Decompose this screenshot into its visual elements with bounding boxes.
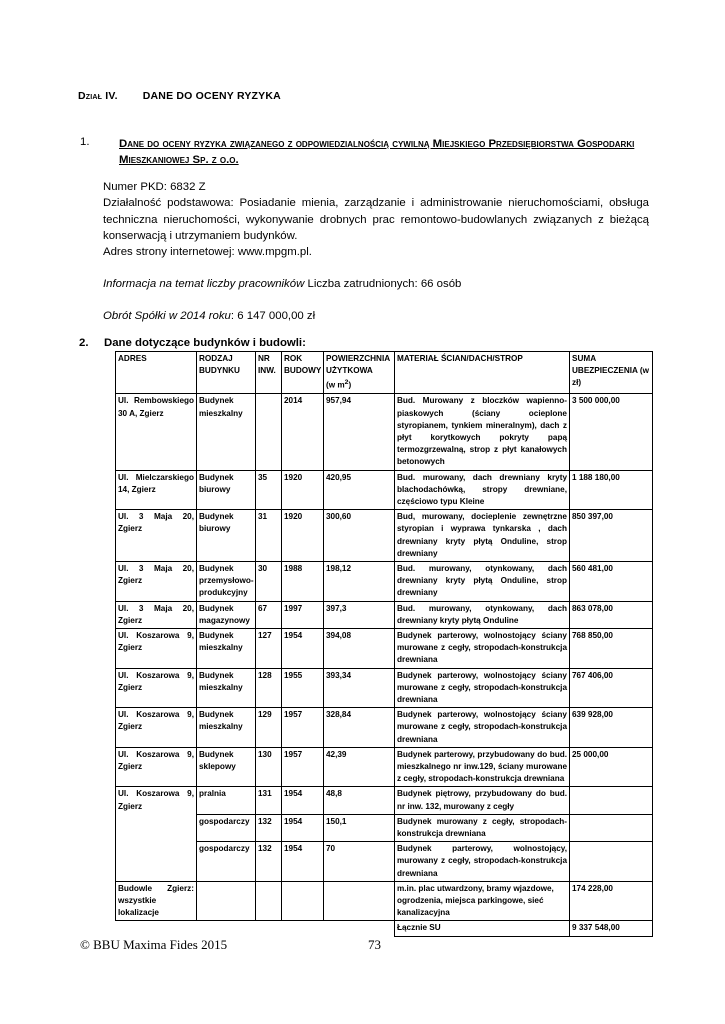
cell-area	[324, 881, 395, 921]
cell-address: Ul. Koszarowa 9, Zgierz	[116, 747, 197, 787]
cell-type: Budynek sklepowy	[197, 747, 256, 787]
table-row	[116, 394, 653, 470]
cell-area: 198,12	[324, 561, 395, 601]
cell-type: gospodarczy	[197, 814, 256, 841]
cell-address: Ul. Rembowskiego 30 A, Zgierz	[116, 394, 197, 470]
table-row	[116, 814, 653, 841]
cell-year: 2014	[282, 394, 324, 470]
page-number: 73	[368, 937, 381, 952]
cell-inventory-no: 131	[256, 787, 282, 814]
cell-address: Ul. Mielczarskiego 14, Zgierz	[116, 470, 197, 510]
cell-insured-sum: 1 188 180,00	[570, 470, 653, 510]
cell-inventory-no: 129	[256, 708, 282, 748]
cell-address: Ul. Koszarowa 9, Zgierz	[116, 629, 197, 669]
cell-type	[197, 881, 256, 921]
cell-inventory-no	[256, 881, 282, 921]
cell-type: Budynek mieszkalny	[197, 668, 256, 708]
header-insured-sum: SUMA UBEZPIECZENIA (w zł)	[570, 352, 653, 394]
blank-cell	[116, 921, 395, 936]
cell-inventory-no: 128	[256, 668, 282, 708]
cell-insured-sum	[570, 787, 653, 814]
cell-area: 150,1	[324, 814, 395, 841]
cell-material: Budynek parterowy, wolnostojący ściany murowane z cegły, stropodach-konstrukcja drewniana	[395, 708, 570, 748]
cell-area: 70	[324, 842, 395, 882]
cell-area: 397,3	[324, 601, 395, 628]
table-row	[116, 787, 653, 814]
cell-insured-sum: 560 481,00	[570, 561, 653, 601]
cell-area: 300,60	[324, 510, 395, 562]
buildings-table	[115, 351, 653, 937]
cell-area: 48,8	[324, 787, 395, 814]
total-label: Łącznie SU	[395, 921, 570, 936]
cell-address: Ul. 3 Maja 20, Zgierz	[116, 510, 197, 562]
cell-area: 394,08	[324, 629, 395, 669]
table-row	[116, 629, 653, 669]
cell-material: Bud. murowany, dach drewniany kryty blachodachówką, stropy drewniane, częściowo typu Kleine	[395, 470, 570, 510]
cell-year: 1954	[282, 814, 324, 841]
cell-type: gospodarczy	[197, 842, 256, 882]
section-1-title: Dane do oceny ryzyka związanego z odpowiedzialnością cywilną Miejskiego Przedsiębiorstwa Gospodarki Mieszkaniowej Sp. z o.o.	[119, 138, 635, 166]
footer-copyright: © BBU Maxima Fides 2015	[80, 937, 228, 952]
table-row	[116, 601, 653, 628]
cell-area: 420,95	[324, 470, 395, 510]
employees-label: Informacja na temat liczby pracowników	[103, 278, 305, 290]
cell-year: 1957	[282, 747, 324, 787]
cell-inventory-no: 127	[256, 629, 282, 669]
cell-year: 1954	[282, 629, 324, 669]
cell-insured-sum	[570, 814, 653, 841]
cell-address: Ul. Koszarowa 9, Zgierz	[116, 787, 197, 881]
cell-year	[282, 881, 324, 921]
table-header-row	[116, 352, 653, 394]
cell-type: pralnia	[197, 787, 256, 814]
header-area: POWIERZCHNIA UŻYTKOWA (w $m^2$)	[324, 352, 395, 394]
employees-info	[103, 276, 649, 293]
cell-year: 1997	[282, 601, 324, 628]
cell-type: Budynek przemysłowo-produkcyjny	[197, 561, 256, 601]
table-row	[116, 881, 653, 921]
cell-area: 957,94	[324, 394, 395, 470]
cell-insured-sum: 768 850,00	[570, 629, 653, 669]
header-inventory-no: NR INW.	[256, 352, 282, 394]
total-row	[116, 921, 653, 936]
section-2-title: Dane dotyczące budynków i budowli:	[104, 337, 306, 349]
cell-inventory-no: 31	[256, 510, 282, 562]
cell-type: Budynek biurowy	[197, 470, 256, 510]
cell-material: Bud. Murowany z bloczków wapienno-piaskowych (ściany ocieplone styropianem, tynkiem mineralnym), dach z płyt korytkowych pokryty papą termozgrzewalną, strop z płyt kanałowych betonowych	[395, 394, 570, 470]
cell-insured-sum	[570, 842, 653, 882]
cell-insured-sum: 3 500 000,00	[570, 394, 653, 470]
cell-material: Bud. murowany, otynkowany, dach drewniany kryty płytą Onduline	[395, 601, 570, 628]
website: Adres strony internetowej: www.mpgm.pl.	[103, 246, 312, 258]
cell-type: Budynek mieszkalny	[197, 708, 256, 748]
cell-type: Budynek magazynowy	[197, 601, 256, 628]
cell-insured-sum: 767 406,00	[570, 668, 653, 708]
cell-area: 328,84	[324, 708, 395, 748]
revenue-value: : 6 147 000,00 zł	[230, 310, 316, 322]
section-heading	[78, 90, 281, 102]
revenue-info	[103, 308, 649, 325]
cell-address: Ul. 3 Maja 20, Zgierz	[116, 561, 197, 601]
section-1-number: 1.	[80, 136, 90, 148]
cell-material: Budynek parterowy, wolnostojący ściany murowane z cegły, stropodach-konstrukcja drewniana	[395, 629, 570, 669]
cell-year: 1920	[282, 510, 324, 562]
cell-year: 1988	[282, 561, 324, 601]
table-row	[116, 561, 653, 601]
cell-insured-sum: 863 078,00	[570, 601, 653, 628]
cell-year: 1920	[282, 470, 324, 510]
cell-type: Budynek mieszkalny	[197, 394, 256, 470]
cell-insured-sum: 25 000,00	[570, 747, 653, 787]
cell-material: m.in. plac utwardzony, bramy wjazdowe, ogrodzenia, miejsca parkingowe, sieć kanalizacyjna	[395, 881, 570, 921]
section-2-number: 2.	[79, 337, 89, 349]
cell-address: Ul. Koszarowa 9, Zgierz	[116, 668, 197, 708]
total-value: 9 337 548,00	[570, 921, 653, 936]
cell-insured-sum: 174 228,00	[570, 881, 653, 921]
cell-material: Bud. murowany, otynkowany, dach drewniany kryty płytą Onduline, strop drewniany	[395, 561, 570, 601]
revenue-label: Obrót Spółki w 2014 roku	[103, 310, 231, 322]
part-title: DANE DO OCENY RYZYKA	[142, 90, 281, 102]
cell-material: Budynek piętrowy, przybudowany do bud. nr inw. 132, murowany z cegły	[395, 787, 570, 814]
table-row	[116, 470, 653, 510]
cell-inventory-no: 132	[256, 842, 282, 882]
employees-value: Liczba zatrudnionych: 66 osób	[304, 278, 462, 290]
cell-inventory-no: 132	[256, 814, 282, 841]
table-row	[116, 510, 653, 562]
cell-material: Budynek parterowy, przybudowany do bud. mieszkalnego nr inw.129, ściany murowane z cegły, stropodach-konstrukcja drewniana	[395, 747, 570, 787]
cell-inventory-no: 130	[256, 747, 282, 787]
table-row	[116, 668, 653, 708]
cell-year: 1955	[282, 668, 324, 708]
part-label: Dział IV.	[78, 90, 118, 102]
cell-type: Budynek biurowy	[197, 510, 256, 562]
cell-area: 42,39	[324, 747, 395, 787]
header-material: MATERIAŁ ŚCIAN/DACH/STROP	[395, 352, 570, 394]
cell-inventory-no: 67	[256, 601, 282, 628]
cell-address: Budowle Zgierz: wszystkie lokalizacje	[116, 881, 197, 921]
cell-year: 1957	[282, 708, 324, 748]
cell-insured-sum: 639 928,00	[570, 708, 653, 748]
cell-inventory-no	[256, 394, 282, 470]
cell-insured-sum: 850 397,00	[570, 510, 653, 562]
pkd-number: Numer PKD: 6832 Z	[103, 181, 206, 193]
cell-address: Ul. 3 Maja 20, Zgierz	[116, 601, 197, 628]
core-activity: Działalność podstawowa: Posiadanie mienia, zarządzanie i administrowanie nieruchomościami, obsługa techniczna nieruchomości, wykonywanie drobnych prac remontowo-budowlanych związanych z bieżącą konserwacją i utrzymaniem budynków.	[103, 197, 649, 242]
cell-material: Budynek murowany z cegły, stropodach-konstrukcja drewniana	[395, 814, 570, 841]
cell-material: Bud, murowany, docieplenie zewnętrzne styropian i wyprawa tynkarska , dach drewniany kryty płytą Onduline, strop drewniany	[395, 510, 570, 562]
cell-year: 1954	[282, 842, 324, 882]
table-row	[116, 708, 653, 748]
cell-address: Ul. Koszarowa 9, Zgierz	[116, 708, 197, 748]
cell-inventory-no: 35	[256, 470, 282, 510]
header-address: ADRES	[116, 352, 197, 394]
table-row	[116, 842, 653, 882]
cell-year: 1954	[282, 787, 324, 814]
header-year: ROK BUDOWY	[282, 352, 324, 394]
cell-area: 393,34	[324, 668, 395, 708]
table-row	[116, 747, 653, 787]
cell-material: Budynek parterowy, wolnostojący, murowany z cegły, stropodach-konstrukcja drewniana	[395, 842, 570, 882]
cell-material: Budynek parterowy, wolnostojący ściany murowane z cegły, stropodach-konstrukcja drewniana	[395, 668, 570, 708]
cell-inventory-no: 30	[256, 561, 282, 601]
header-type: RODZAJ BUDYNKU	[197, 352, 256, 394]
cell-type: Budynek mieszkalny	[197, 629, 256, 669]
